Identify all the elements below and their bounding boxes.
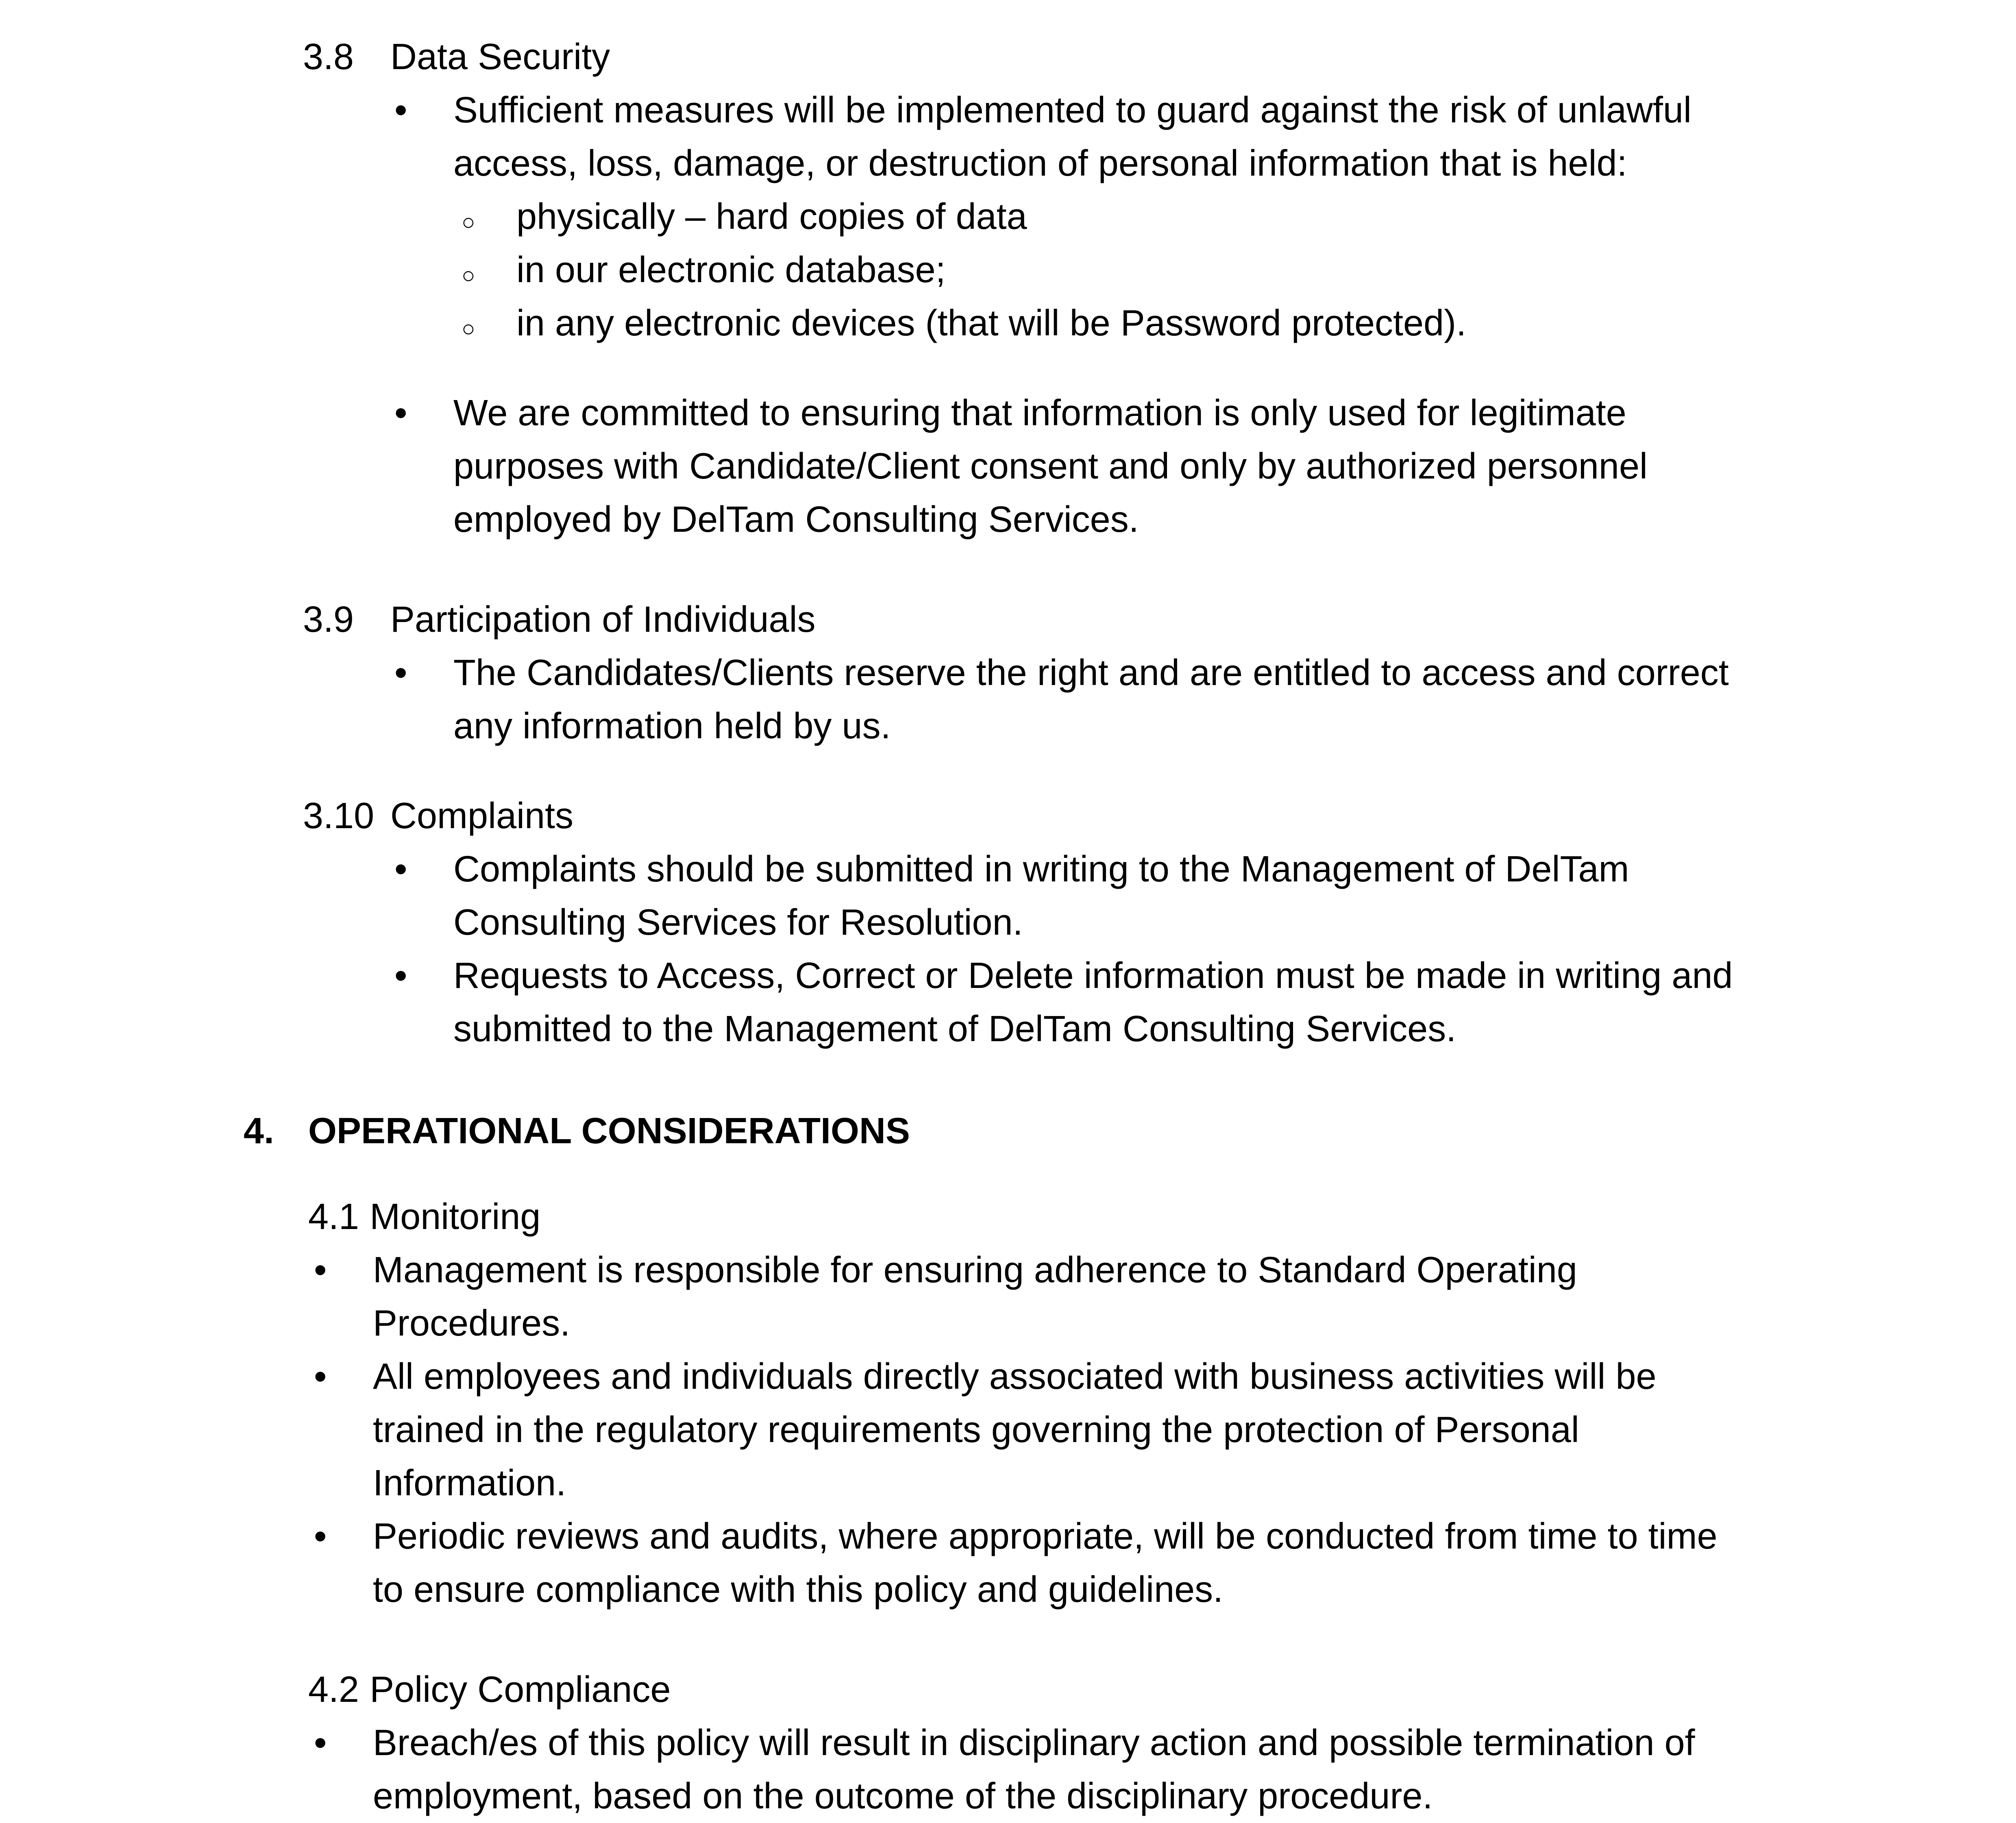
text-line: any information held by us. [453,706,891,746]
bullet-item [314,1350,2016,1510]
text-line: We are committed to ensuring that information is only used for legitimate [453,393,1626,433]
heading-title: OPERATIONAL CONSIDERATIONS [308,1111,910,1151]
text-line: employment, based on the outcome of the disciplinary procedure. [373,1776,1433,1816]
circle-bullet-icon: ○ [462,262,475,288]
bullet-icon: • [314,1723,327,1763]
bullet-icon: • [314,1516,327,1557]
text-line: Management is responsible for ensuring adherence to Standard Operating [373,1250,1577,1290]
bullet-item [314,1716,2016,1823]
bullet-icon: • [394,90,407,131]
bullet-text [373,1350,1657,1510]
section-heading-3-10 [303,790,2016,843]
text-line: in any electronic devices (that will be Password protected). [516,303,1467,344]
bullet-icon: • [394,955,407,996]
bullet-icon: • [394,393,407,433]
section-heading-4-2 [308,1663,2016,1716]
heading-number: 4.2 [308,1669,359,1710]
text-line: access, loss, damage, or destruction of personal information that is held: [453,143,1627,184]
text-line: to ensure compliance with this policy and guidelines. [373,1569,1224,1610]
bullet-item [314,1510,2016,1616]
bullet-icon: • [314,1356,327,1397]
circle-bullet-icon: ○ [462,209,475,235]
heading-title: Participation of Individuals [390,599,816,640]
text-line: Procedures. [373,1303,570,1344]
text-line: Sufficient measures will be implemented to guard against the risk of unlawful [453,90,1692,131]
text-line: Information. [373,1463,566,1503]
heading-title: Data Security [390,37,610,77]
heading-number: 3.8 [303,37,354,77]
bullet-text [373,1510,1718,1616]
bullet-text [453,843,1629,949]
section-heading-3-9 [303,593,2016,646]
section-heading-4 [244,1105,2016,1158]
bullet-text [516,190,1027,244]
bullet-item [394,949,2016,1056]
bullet-text [453,646,1729,753]
bullet-text [453,949,1733,1056]
bullet-item [394,843,2016,949]
text-line: purposes with Candidate/Client consent and only by authorized personnel [453,446,1648,487]
bullet-item [314,1244,2016,1350]
bullet-text [516,244,946,297]
bullet-item [394,387,2016,546]
bullet-text [516,297,1466,350]
text-line: All employees and individuals directly associated with business activities will be [373,1356,1657,1397]
heading-title: Complaints [390,796,574,836]
bullet-text [453,387,1648,546]
heading-number: 4.1 [308,1196,359,1237]
bullet-item [394,84,2016,190]
bullet-icon: • [314,1250,327,1290]
section-heading-4-1 [308,1190,2016,1244]
bullet-text [453,84,1692,190]
text-line: Breach/es of this policy will result in disciplinary action and possible termination of [373,1723,1695,1763]
text-line: The Candidates/Clients reserve the right and are entitled to access and correct [453,653,1729,693]
text-line: trained in the regulatory requirements governing the protection of Personal [373,1410,1579,1450]
heading-title: Monitoring [370,1196,541,1237]
text-line: Requests to Access, Correct or Delete information must be made in writing and [453,955,1733,996]
sub-bullet-item [462,244,2016,297]
text-line: physically – hard copies of data [516,196,1027,237]
text-line: Consulting Services for Resolution. [453,902,1023,943]
sub-bullet-item [462,297,2016,350]
text-line: employed by DelTam Consulting Services. [453,499,1139,540]
sub-bullet-item [462,190,2016,244]
section-heading-3-8 [303,30,2016,84]
bullet-text [373,1244,1577,1350]
bullet-icon: • [394,849,407,890]
heading-number: 3.9 [303,599,354,640]
bullet-item [394,646,2016,753]
text-line: Complaints should be submitted in writing to the Management of DelTam [453,849,1629,890]
heading-number: 3.10 [303,796,374,836]
text-line: Periodic reviews and audits, where appropriate, will be conducted from time to time [373,1516,1718,1557]
text-line: submitted to the Management of DelTam Consulting Services. [453,1009,1456,1049]
bullet-text [373,1716,1695,1823]
text-line: in our electronic database; [516,250,946,290]
bullet-icon: • [394,653,407,693]
heading-number: 4. [244,1111,274,1151]
heading-title: Policy Compliance [370,1669,671,1710]
circle-bullet-icon: ○ [462,315,475,341]
